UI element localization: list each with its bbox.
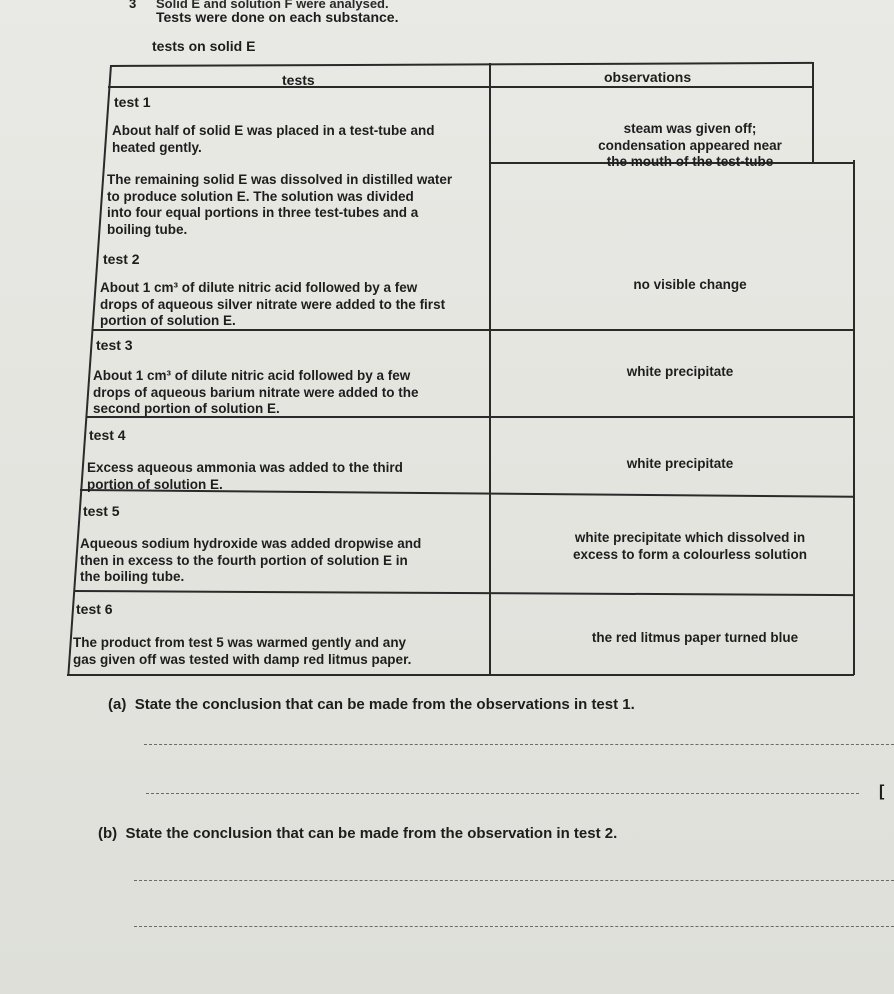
test-4-label: test 4 xyxy=(89,427,126,443)
part-a-answer-line-1[interactable] xyxy=(144,744,894,745)
part-a-mark-bracket: [ xyxy=(879,783,885,800)
test-5-observation: white precipitate which dissolved in excess to form a colourless solution xyxy=(572,530,808,562)
test-6-description: The product from test 5 was warmed gently and any gas given off was tested with damp red litmus paper. xyxy=(73,635,412,667)
part-a-question xyxy=(108,696,635,713)
part-b-answer-line-1[interactable] xyxy=(134,880,894,881)
table-header-divider xyxy=(108,86,814,88)
solution-preparation-text: The remaining solid E was dissolved in distilled water to produce solution E. The solution was divided into four equal portions in three test-tubes and a boiling tube. xyxy=(107,172,453,237)
test-1-label: test 1 xyxy=(114,94,151,110)
table-column-divider xyxy=(489,63,491,674)
row-divider-5 xyxy=(74,590,854,596)
test-3-label: test 3 xyxy=(96,337,133,353)
test-4-description: Excess aqueous ammonia was added to the third portion of solution E. xyxy=(87,460,403,492)
header-observations: observations xyxy=(604,69,692,85)
part-b-question xyxy=(98,825,617,842)
table-border-bottom xyxy=(67,674,854,676)
test-6-label: test 6 xyxy=(76,601,113,617)
test-1-description: About half of solid E was placed in a test-tube and heated gently. xyxy=(112,123,435,155)
test-5-label: test 5 xyxy=(83,503,120,519)
test-3-description: About 1 cm³ of dilute nitric acid followed by a few drops of aqueous barium nitrate were added to the second portion of solution E. xyxy=(93,368,419,416)
test-5-description: Aqueous sodium hydroxide was added dropwise and then in excess to the fourth portion of solution E in the boiling tube. xyxy=(80,536,422,584)
part-a-letter: (a) xyxy=(108,696,127,713)
test-2-label: test 2 xyxy=(103,251,140,267)
part-b-letter: (b) xyxy=(98,825,118,842)
question-intro-line-2: Tests were done on each substance. xyxy=(156,9,399,25)
part-a-text: State the conclusion that can be made from the observations in test 1. xyxy=(134,696,635,713)
test-3-observation: white precipitate xyxy=(626,364,734,379)
question-number: 3 xyxy=(129,0,137,11)
test-6-observation: the red litmus paper turned blue xyxy=(591,630,799,645)
part-b-answer-line-2[interactable] xyxy=(134,926,894,927)
test-4-observation: white precipitate xyxy=(626,456,734,471)
header-tests: tests xyxy=(282,72,315,88)
test-2-description: About 1 cm³ of dilute nitric acid followed by a few drops of aqueous silver nitrate were added to the first portion of solution E. xyxy=(100,280,446,328)
test-2-observation: no visible change xyxy=(633,277,747,292)
part-b-text: State the conclusion that can be made from the observation in test 2. xyxy=(125,825,618,842)
question-intro-line-1: Solid E and solution F were analysed. xyxy=(156,0,389,11)
table-border-right-lower xyxy=(853,160,855,675)
table-border-top xyxy=(110,62,812,67)
part-a-answer-line-2[interactable] xyxy=(146,793,859,794)
test-1-observation: steam was given off; condensation appeared near the mouth of the test-tube xyxy=(598,121,782,169)
table-caption: tests on solid E xyxy=(152,38,256,54)
